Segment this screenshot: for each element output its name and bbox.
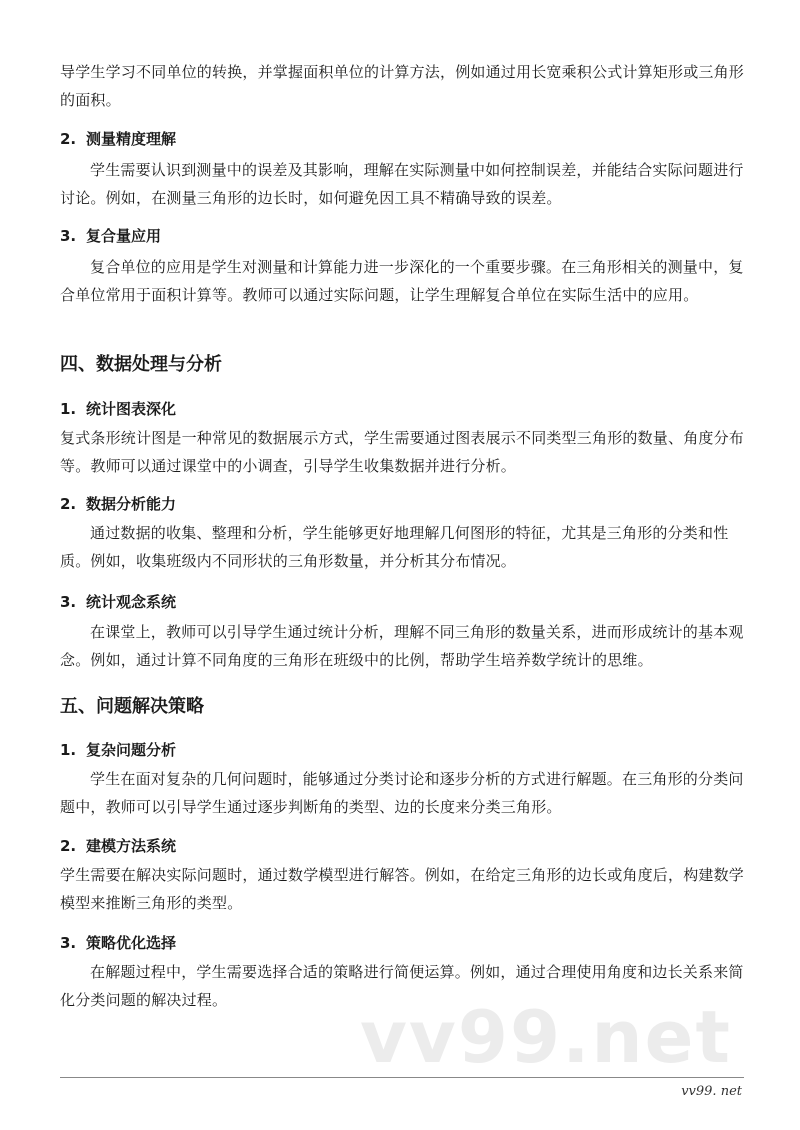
section-heading-problem-solving: 五、问题解决策略 [60,696,204,717]
paragraph-strategy-optimization: 在解题过程中，学生需要选择合适的策略进行简便运算。例如，通过合理使用角度和边长关系来简化分类问题的解决过程。 [60,963,744,1009]
item-number: 1. [60,400,77,418]
item-title: 建模方法系统 [86,837,177,855]
item-title: 复杂问题分析 [86,741,177,759]
subheading-statistics-concept [60,588,176,616]
subheading-strategy-optimization [60,929,176,957]
item-number: 2. [60,837,77,855]
paragraph-data-analysis: 通过数据的收集、整理和分析，学生能够更好地理解几何图形的特征，尤其是三角形的分类和性质。例如，收集班级内不同形状的三角形数量，并分析其分布情况。 [60,524,729,570]
item-title: 数据分析能力 [86,495,177,513]
section-heading-data-processing: 四、数据处理与分析 [60,354,222,375]
paragraph-modeling-method: 学生需要在解决实际问题时，通过数学模型进行解答。例如，在给定三角形的边长或角度后，构建数学模型来推断三角形的类型。 [60,866,745,912]
subheading-statistical-charts [60,395,176,423]
item-number: 3. [60,934,77,952]
item-number: 2. [60,130,77,148]
subheading-complex-problem [60,736,176,764]
paragraph-compound-quantity: 复合单位的应用是学生对测量和计算能力进一步深化的一个重要步骤。在三角形相关的测量中，复合单位常用于面积计算等。教师可以通过实际问题，让学生理解复合单位在实际生活中的应用。 [60,258,744,304]
item-title: 测量精度理解 [86,130,177,148]
paragraph-measurement-precision: 学生需要认识到测量中的误差及其影响，理解在实际测量中如何控制误差，并能结合实际问题进行讨论。例如，在测量三角形的边长时，如何避免因工具不精确导致的误差。 [60,161,744,207]
item-number: 3. [60,227,77,245]
item-title: 复合量应用 [86,227,162,245]
subheading-data-analysis [60,490,176,518]
paragraph-statistical-charts: 复式条形统计图是一种常见的数据展示方式，学生需要通过图表展示不同类型三角形的数量、角度分布等。教师可以通过课堂中的小调查，引导学生收集数据并进行分析。 [60,429,745,475]
paragraph-statistics-concept: 在课堂上，教师可以引导学生通过统计分析，理解不同三角形的数量关系，进而形成统计的基本观念。例如，通过计算不同角度的三角形在班级中的比例，帮助学生培养数学统计的思维。 [60,623,744,669]
footer-divider [60,1077,744,1078]
subheading-compound-quantity [60,222,161,250]
item-title: 策略优化选择 [86,934,177,952]
footer-site-name: vv99. net [681,1084,742,1099]
subheading-measurement-precision [60,125,176,153]
item-number: 2. [60,495,77,513]
item-number: 3. [60,593,77,611]
intro-paragraph: 导学生学习不同单位的转换，并掌握面积单位的计算方法，例如通过用长宽乘积公式计算矩形或三角形的面积。 [60,63,745,109]
watermark: vv99.net [360,995,732,1079]
item-number: 1. [60,741,77,759]
subheading-modeling-method [60,832,176,860]
item-title: 统计观念系统 [86,593,177,611]
item-title: 统计图表深化 [86,400,177,418]
paragraph-complex-problem: 学生在面对复杂的几何问题时，能够通过分类讨论和逐步分析的方式进行解题。在三角形的分类问题中，教师可以引导学生通过逐步判断角的类型、边的长度来分类三角形。 [60,770,744,816]
